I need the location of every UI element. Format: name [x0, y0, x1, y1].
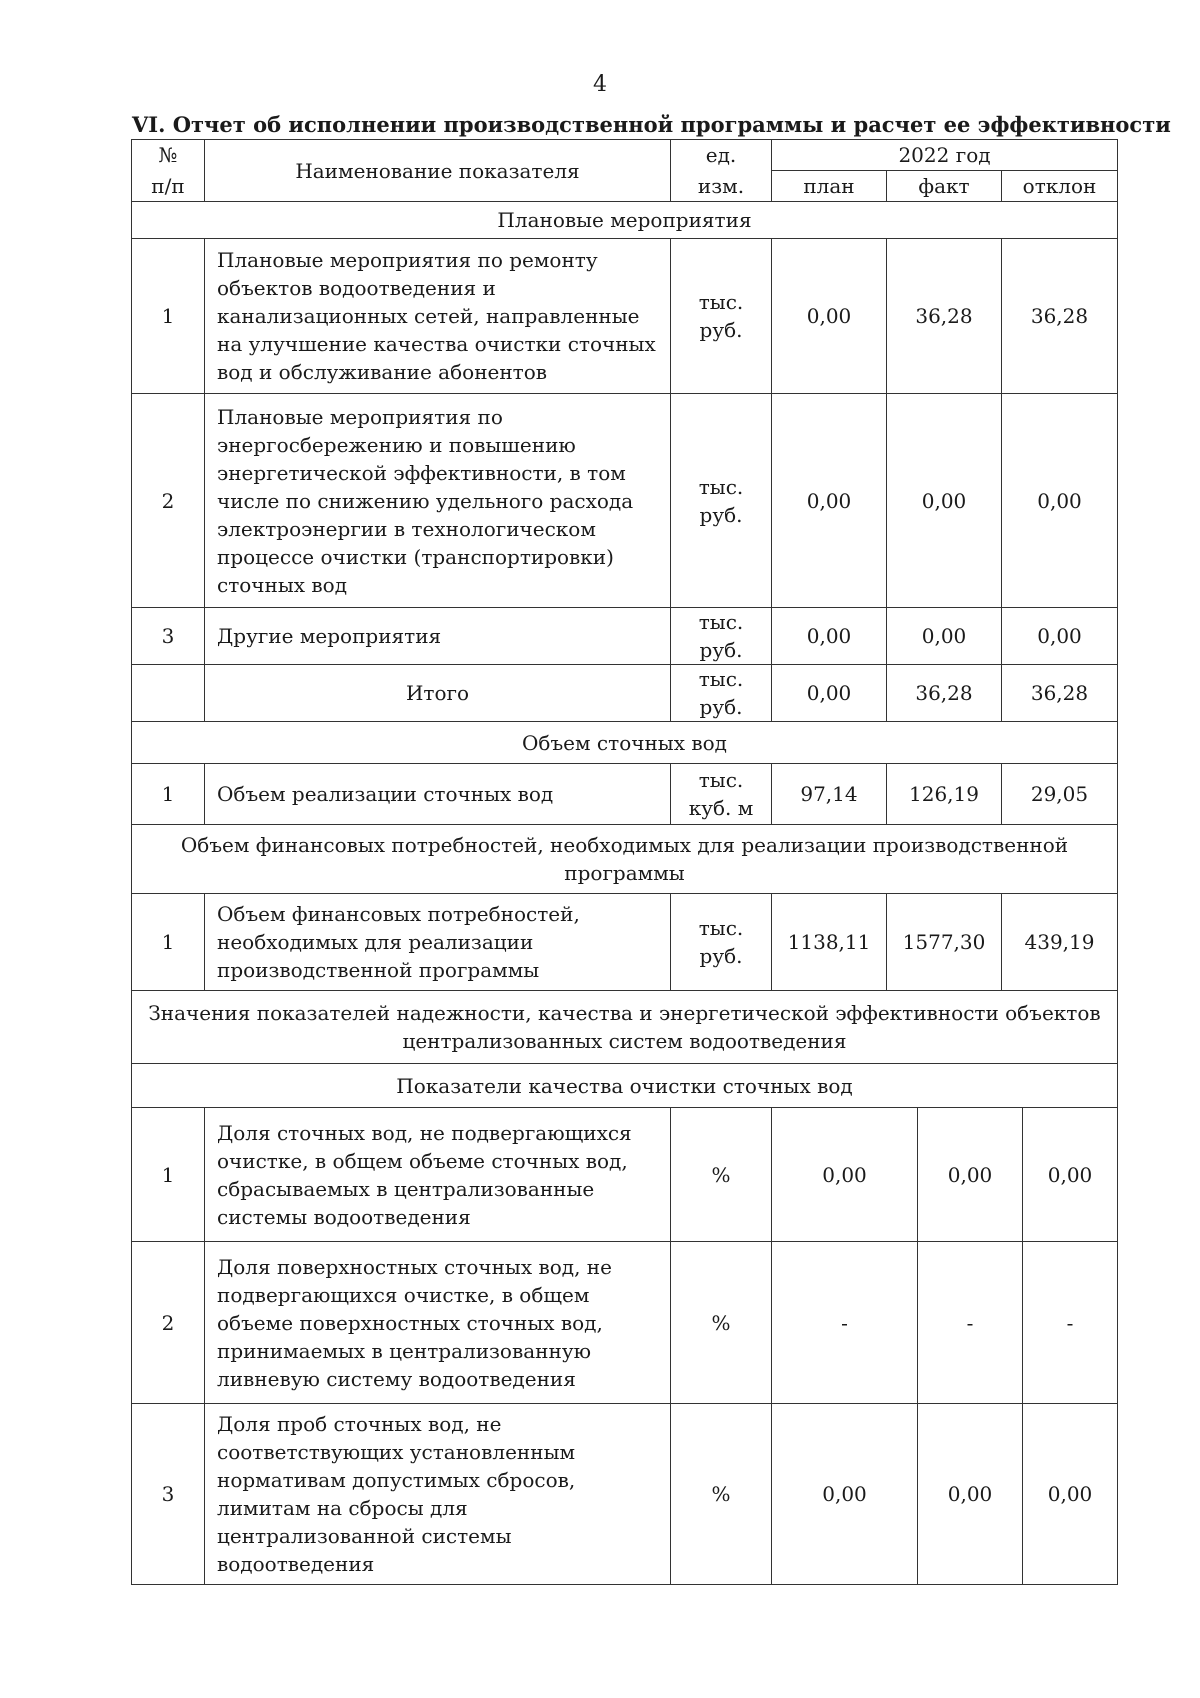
- row-unit-top: тыс.: [698, 610, 744, 634]
- row-plan: 1138,11: [772, 894, 887, 991]
- row-unit: [671, 239, 772, 394]
- row-number: 1: [132, 894, 205, 991]
- row-fact: 1577,30: [887, 894, 1002, 991]
- row-name: Плановые мероприятия по ремонту объектов водоотведения и канализационных сетей, направленные на улучшение качества очистки сточных вод и обслуживание абонентов: [205, 239, 671, 394]
- row-unit-top: тыс.: [698, 667, 744, 691]
- row-unit-bottom: руб.: [699, 318, 743, 342]
- row-name: Доля проб сточных вод, не соответствующих установленным нормативам допустимых сбросов, лимитам на сбросы для централизованной системы водоотведения: [205, 1404, 671, 1585]
- section-title-finance: Объем финансовых потребностей, необходимых для реализации производственной программы: [132, 825, 1118, 894]
- row-unit-bottom: руб.: [699, 638, 743, 662]
- header-row: [132, 140, 1118, 171]
- row-fact: 36,28: [887, 665, 1002, 722]
- header-unit-top: ед.: [671, 140, 772, 171]
- row-deviation: 0,00: [1002, 608, 1118, 665]
- row-deviation: 29,05: [1002, 764, 1118, 825]
- header-deviation: отклон: [1002, 171, 1118, 202]
- row-unit-bottom: руб.: [699, 944, 743, 968]
- row-name: Доля поверхностных сточных вод, не подвергающихся очистке, в общем объеме поверхностных сточных вод, принимаемых в централизованную ливневую систему водоотведения: [205, 1242, 671, 1404]
- row-deviation: 439,19: [1002, 894, 1118, 991]
- row-unit: [671, 894, 772, 991]
- section-title-reliability: Значения показателей надежности, качества и энергетической эффективности объектов централизованных систем водоотведения: [132, 991, 1118, 1064]
- row-deviation: -: [1023, 1242, 1118, 1404]
- row-name: Плановые мероприятия по энергосбережению и повышению энергетической эффективности, в том числе по снижению удельного расхода электроэнергии в технологическом процессе очистки (транспортировки) сточных вод: [205, 394, 671, 608]
- row-unit: [671, 394, 772, 608]
- header-num-bottom: п/п: [132, 171, 205, 202]
- row-deviation: 0,00: [1023, 1404, 1118, 1585]
- row-plan: 0,00: [772, 394, 887, 608]
- row-number: 3: [132, 1404, 205, 1585]
- header-unit-bottom: изм.: [671, 171, 772, 202]
- table-row: [132, 394, 1118, 608]
- quality-table: [131, 1107, 1118, 1585]
- row-deviation: 36,28: [1002, 239, 1118, 394]
- row-number: 1: [132, 239, 205, 394]
- row-fact: -: [918, 1242, 1023, 1404]
- row-unit: [671, 665, 772, 722]
- header-year: 2022 год: [772, 140, 1118, 171]
- row-name: Другие мероприятия: [205, 608, 671, 665]
- row-unit-bottom: руб.: [699, 695, 743, 719]
- total-row: [132, 665, 1118, 722]
- document-title: VI. Отчет об исполнении производственной программы и расчет ее эффективности: [132, 112, 1171, 137]
- row-number: 2: [132, 1242, 205, 1404]
- row-fact: 0,00: [887, 394, 1002, 608]
- row-number: 3: [132, 608, 205, 665]
- row-fact: 36,28: [887, 239, 1002, 394]
- section-title-volume: Объем сточных вод: [132, 722, 1118, 764]
- row-number: 1: [132, 1108, 205, 1242]
- section-row: [132, 722, 1118, 764]
- table-row: [132, 894, 1118, 991]
- row-fact: 0,00: [918, 1108, 1023, 1242]
- row-unit-top: тыс.: [698, 290, 744, 314]
- row-deviation: 36,28: [1002, 665, 1118, 722]
- table-row: [132, 239, 1118, 394]
- row-unit-bottom: руб.: [699, 502, 743, 527]
- row-plan: 0,00: [772, 1404, 918, 1585]
- table-row: [132, 608, 1118, 665]
- header-name: Наименование показателя: [205, 140, 671, 202]
- row-name: Объем реализации сточных вод: [205, 764, 671, 825]
- section-title-planned: Плановые мероприятия: [132, 202, 1118, 239]
- total-label: Итого: [205, 665, 671, 722]
- table-row: [132, 764, 1118, 825]
- row-plan: 0,00: [772, 1108, 918, 1242]
- row-unit: [671, 764, 772, 825]
- row-fact: 0,00: [918, 1404, 1023, 1585]
- row-unit: %: [671, 1108, 772, 1242]
- row-deviation: 0,00: [1002, 394, 1118, 608]
- row-name: Доля сточных вод, не подвергающихся очистке, в общем объеме сточных вод, сбрасываемых в централизованные системы водоотведения: [205, 1108, 671, 1242]
- table-row: [132, 1108, 1118, 1242]
- row-fact: 0,00: [887, 608, 1002, 665]
- row-deviation: 0,00: [1023, 1108, 1118, 1242]
- row-unit: %: [671, 1242, 772, 1404]
- header-plan: план: [772, 171, 887, 202]
- row-plan: -: [772, 1242, 918, 1404]
- row-plan: 0,00: [772, 608, 887, 665]
- report-table: [131, 139, 1118, 1108]
- header-fact: факт: [887, 171, 1002, 202]
- row-number: [132, 665, 205, 722]
- row-unit-top: тыс.: [698, 768, 744, 792]
- row-plan: 0,00: [772, 239, 887, 394]
- row-plan: 0,00: [772, 665, 887, 722]
- section-row: [132, 202, 1118, 239]
- row-unit: [671, 608, 772, 665]
- page-number: 4: [593, 72, 607, 97]
- row-fact: 126,19: [887, 764, 1002, 825]
- section-row: [132, 991, 1118, 1064]
- row-unit-bottom: куб. м: [688, 796, 754, 820]
- section-title-quality: Показатели качества очистки сточных вод: [132, 1064, 1118, 1108]
- table-row: [132, 1404, 1118, 1585]
- row-name: Объем финансовых потребностей, необходимых для реализации производственной программы: [205, 894, 671, 991]
- row-unit-top: тыс.: [698, 916, 744, 940]
- table-row: [132, 1242, 1118, 1404]
- header-num-top: №: [132, 140, 205, 171]
- section-row: [132, 825, 1118, 894]
- row-unit-top: тыс.: [698, 474, 744, 499]
- row-number: 1: [132, 764, 205, 825]
- row-unit: %: [671, 1404, 772, 1585]
- section-row: [132, 1064, 1118, 1108]
- row-plan: 97,14: [772, 764, 887, 825]
- row-number: 2: [132, 394, 205, 608]
